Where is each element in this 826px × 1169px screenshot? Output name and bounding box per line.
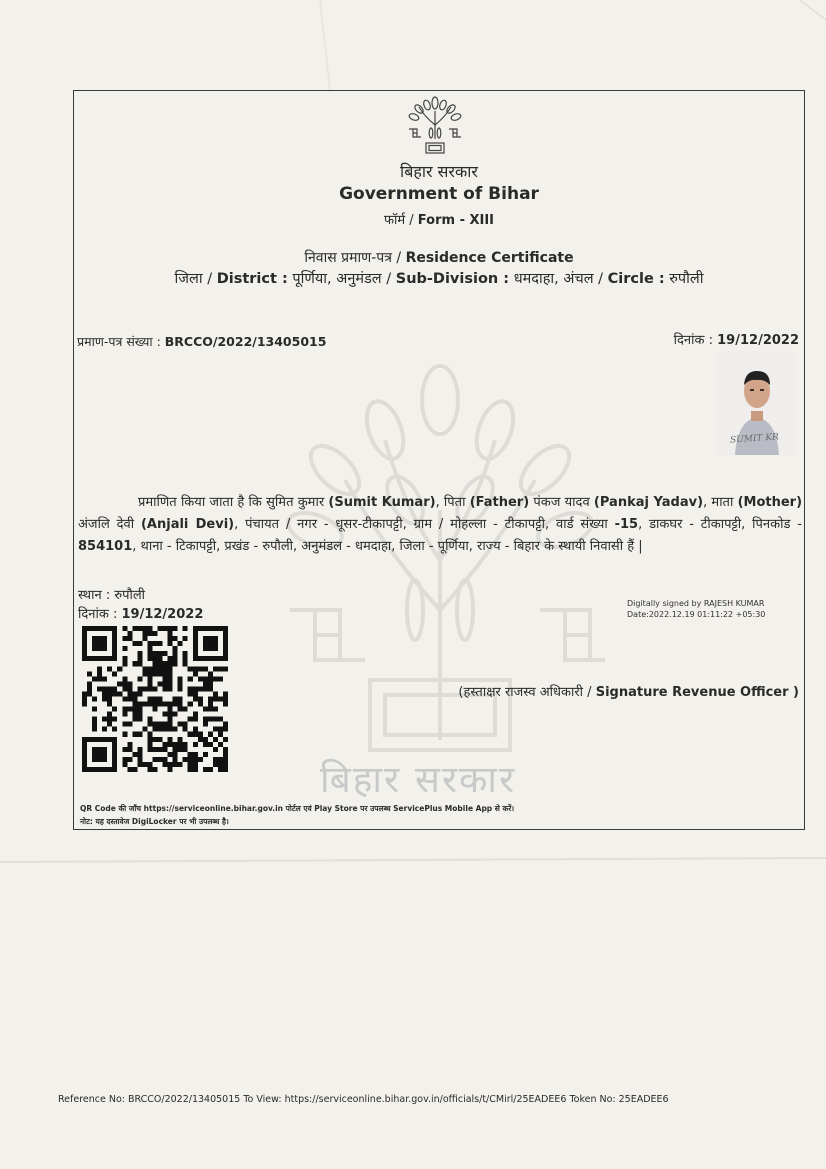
father-name-english: (Pankaj Yadav) [593,495,704,510]
place-label: स्थान : [78,588,111,603]
issue-date-label: दिनांक : [78,607,118,622]
certificate-date [674,330,799,348]
pincode: 854101 [78,539,133,554]
signature-english: Signature Revenue Officer ) [595,685,799,700]
bihar-emblem-watermark-icon [275,360,605,800]
signature-revenue-officer [458,682,799,700]
ward-number: -15 [614,517,639,532]
signature-hindi: (हस्ताक्षर राजस्व अधिकारी / [458,685,592,700]
circle-value: रुपौली [669,271,704,287]
applicant-name-english: (Sumit Kumar) [328,495,436,510]
govt-english-heading: Government of Bihar [339,184,539,204]
place [78,585,145,603]
district-hindi: जिला [174,271,203,287]
certificate-date-value: 19/12/2022 [717,333,799,348]
digital-signature-line-2: Date:2022.12.19 01:11:22 +05:30 [627,610,766,619]
body-text-2: , पिता [435,495,466,510]
title-english: Residence Certificate [405,250,574,266]
body-text-1: प्रमाणित किया जाता है कि सुमित कुमार [138,495,325,510]
father-label: (Father) [469,495,530,510]
certificate-number [77,333,326,350]
certificate-body [78,492,802,558]
title-hindi: निवास प्रमाण-पत्र [304,250,392,266]
certificate-number-label: प्रमाण-पत्र संख्या : [77,334,161,349]
digital-signature-block [627,598,765,620]
circle-english: Circle : [607,271,665,287]
certificate-date-label: दिनांक : [673,333,713,348]
subdivision-value: धमदाहा, अंचल [513,271,594,287]
form-number: फॉर्म / Form - XIII [383,213,495,228]
body-text-4: , माता [703,495,734,510]
mother-name-english: (Anjali Devi) [140,517,235,532]
address-text: , पंचायत / नगर - धूसर-टीकापट्टी, ग्राम / मोहल्ला - टीकापट्टी, वार्ड संख्या [234,517,608,532]
govt-hindi-heading: बिहार सरकार [400,162,478,181]
place-value: रुपौली [114,588,146,603]
photo-signature: SUMIT KR [729,432,780,446]
district-line: जिला / District : पूर्णिया, अनुमंडल / Sub-Division : धमदाहा, अंचल / Circle : रुपौली [174,271,704,287]
certificate-number-value: BRCCO/2022/13405015 [164,334,327,349]
bihar-government-emblem-icon [405,95,465,157]
issue-date [78,604,203,622]
form-hindi: फॉर्म [383,213,406,228]
district-value: पूर्णिया, अनुमंडल [292,271,382,287]
father-name-hindi: पंकज यादव [533,495,590,510]
digilocker-note: नोट: यह दस्तावेज DigiLocker पर भी उपलब्ध है। [80,817,229,826]
qr-code-icon[interactable] [82,626,228,772]
certificate-title: निवास प्रमाण-पत्र / Residence Certificate [304,250,574,266]
reference-footer: Reference No: BRCCO/2022/13405015 To View: https://serviceonline.bihar.gov.in/officials/t/CMirl/25EADEE6 Token No: 25EADEE6 [58,1094,669,1105]
watermark-text: बिहार सरकार [320,758,517,801]
issue-date-value: 19/12/2022 [121,607,204,622]
form-english: Form - XIII [417,213,495,228]
mother-label: (Mother) [737,495,803,510]
digital-signature-line-1: Digitally signed by RAJESH KUMAR [627,599,765,608]
address-text-2: , डाकघर - टीकापट्टी, पिनकोड - [638,517,802,532]
address-text-3: , थाना - टिकापट्टी, प्रखंड - रुपौली, अनुमंडल - धमदाहा, जिला - पूर्णिया, राज्य - बिहार के स्थायी निवासी हैं | [132,539,643,554]
qr-verification-note: QR Code की जाँच https://serviceonline.bihar.gov.in पोर्टल एवं Play Store पर उपलब्ध ServicePlus Mobile App से करें। [80,804,515,813]
subdivision-english: Sub-Division : [395,271,510,287]
district-english: District : [216,271,288,287]
mother-name-hindi: अंजलि देवी [78,517,135,532]
